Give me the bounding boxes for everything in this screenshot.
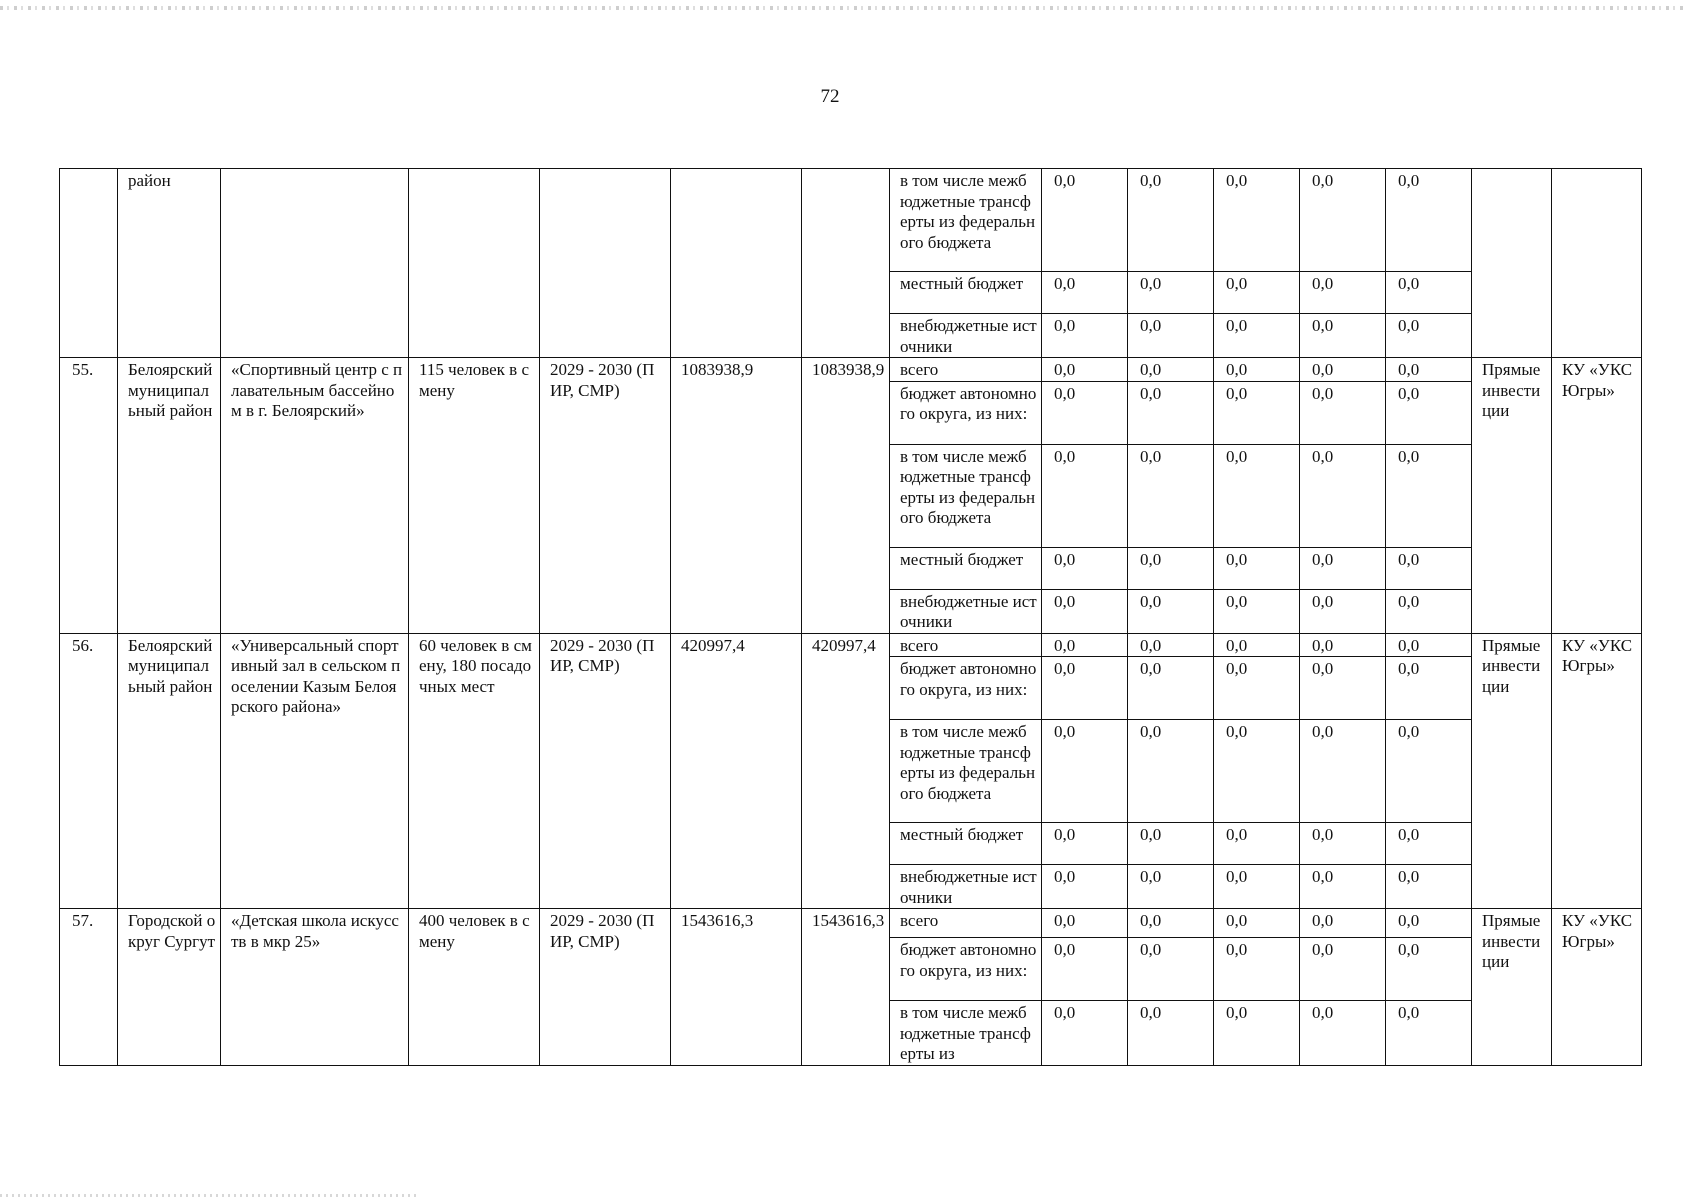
value-cell: 0,0	[1042, 547, 1128, 589]
value-cell: 0,0	[1042, 314, 1128, 358]
cost-cell: 1543616,3	[671, 909, 802, 1066]
value-cell: 0,0	[1386, 865, 1472, 909]
row-number-cell	[60, 169, 118, 358]
municipality-cell: Белоярский муниципальный район	[118, 358, 221, 634]
funding-label: местный бюджет	[890, 823, 1042, 865]
object-cell: «Спортивный центр с плавательным бассейном в г. Белоярский»	[221, 358, 409, 634]
value-cell: 0,0	[1300, 272, 1386, 314]
row-number-cell: 57.	[60, 909, 118, 1066]
municipality-cell: район	[118, 169, 221, 358]
funding-label: бюджет автономного округа, из них:	[890, 657, 1042, 720]
value-cell: 0,0	[1386, 633, 1472, 657]
value-cell: 0,0	[1386, 1001, 1472, 1066]
remaining-cell: 1083938,9	[802, 358, 890, 634]
funding-label: внебюджетные источники	[890, 314, 1042, 358]
value-cell: 0,0	[1214, 1001, 1300, 1066]
municipality-cell: Городской округ Сургут	[118, 909, 221, 1066]
value-cell: 0,0	[1128, 1001, 1214, 1066]
value-cell: 0,0	[1386, 720, 1472, 823]
value-cell: 0,0	[1300, 358, 1386, 382]
period-cell	[540, 169, 671, 358]
value-cell: 0,0	[1128, 720, 1214, 823]
period-cell: 2029 - 2030 (ПИР, СМР)	[540, 358, 671, 634]
cost-cell: 1083938,9	[671, 358, 802, 634]
value-cell: 0,0	[1214, 633, 1300, 657]
value-cell: 0,0	[1042, 865, 1128, 909]
value-cell: 0,0	[1300, 1001, 1386, 1066]
funding-label: местный бюджет	[890, 272, 1042, 314]
remaining-cell	[802, 169, 890, 358]
scan-edge-bottom	[0, 1194, 420, 1197]
period-cell: 2029 - 2030 (ПИР, СМР)	[540, 633, 671, 909]
municipality-cell: Белоярский муниципальный район	[118, 633, 221, 909]
value-cell: 0,0	[1386, 938, 1472, 1001]
value-cell: 0,0	[1300, 720, 1386, 823]
value-cell: 0,0	[1214, 169, 1300, 272]
value-cell: 0,0	[1042, 720, 1128, 823]
value-cell: 0,0	[1128, 938, 1214, 1001]
value-cell: 0,0	[1042, 589, 1128, 633]
value-cell: 0,0	[1386, 547, 1472, 589]
value-cell: 0,0	[1300, 381, 1386, 444]
funding-label: всего	[890, 909, 1042, 938]
object-cell: «Детская школа искусств в мкр 25»	[221, 909, 409, 1066]
table-row	[60, 358, 1642, 382]
remaining-cell: 1543616,3	[802, 909, 890, 1066]
value-cell: 0,0	[1042, 657, 1128, 720]
value-cell: 0,0	[1042, 358, 1128, 382]
value-cell: 0,0	[1042, 909, 1128, 938]
cost-cell: 420997,4	[671, 633, 802, 909]
customer-cell: КУ «УКС Югры»	[1552, 358, 1642, 634]
funding-label: всего	[890, 358, 1042, 382]
value-cell: 0,0	[1042, 381, 1128, 444]
value-cell: 0,0	[1214, 823, 1300, 865]
value-cell: 0,0	[1128, 381, 1214, 444]
value-cell: 0,0	[1042, 272, 1128, 314]
value-cell: 0,0	[1300, 938, 1386, 1001]
mechanism-cell: Прямые инвестиции	[1472, 909, 1552, 1066]
value-cell: 0,0	[1300, 314, 1386, 358]
value-cell: 0,0	[1128, 314, 1214, 358]
value-cell: 0,0	[1042, 444, 1128, 547]
value-cell: 0,0	[1214, 358, 1300, 382]
value-cell: 0,0	[1300, 169, 1386, 272]
funding-label: в том числе межбюджетные трансферты из федерального бюджета	[890, 720, 1042, 823]
investment-objects-table	[59, 168, 1642, 1066]
funding-label: в том числе межбюджетные трансферты из	[890, 1001, 1042, 1066]
funding-label: всего	[890, 633, 1042, 657]
value-cell: 0,0	[1386, 169, 1472, 272]
funding-label: бюджет автономного округа, из них:	[890, 381, 1042, 444]
value-cell: 0,0	[1300, 444, 1386, 547]
value-cell: 0,0	[1214, 865, 1300, 909]
customer-cell: КУ «УКС Югры»	[1552, 633, 1642, 909]
value-cell: 0,0	[1386, 589, 1472, 633]
value-cell: 0,0	[1386, 358, 1472, 382]
value-cell: 0,0	[1042, 169, 1128, 272]
mechanism-cell	[1472, 169, 1552, 358]
table-row	[60, 909, 1642, 938]
value-cell: 0,0	[1386, 444, 1472, 547]
capacity-cell: 115 человек в смену	[409, 358, 540, 634]
value-cell: 0,0	[1128, 169, 1214, 272]
value-cell: 0,0	[1128, 823, 1214, 865]
funding-label: внебюджетные источники	[890, 865, 1042, 909]
mechanism-cell: Прямые инвестиции	[1472, 358, 1552, 634]
value-cell: 0,0	[1214, 547, 1300, 589]
value-cell: 0,0	[1386, 909, 1472, 938]
remaining-cell: 420997,4	[802, 633, 890, 909]
value-cell: 0,0	[1128, 589, 1214, 633]
value-cell: 0,0	[1128, 272, 1214, 314]
period-cell: 2029 - 2030 (ПИР, СМР)	[540, 909, 671, 1066]
object-cell: «Универсальный спортивный зал в сельском поселении Казым Белоярского района»	[221, 633, 409, 909]
value-cell: 0,0	[1300, 909, 1386, 938]
funding-label: в том числе межбюджетные трансферты из федерального бюджета	[890, 444, 1042, 547]
value-cell: 0,0	[1386, 823, 1472, 865]
object-cell	[221, 169, 409, 358]
funding-label: внебюджетные источники	[890, 589, 1042, 633]
table-row	[60, 169, 1642, 272]
value-cell: 0,0	[1128, 633, 1214, 657]
table-row	[60, 633, 1642, 657]
capacity-cell	[409, 169, 540, 358]
value-cell: 0,0	[1128, 909, 1214, 938]
value-cell: 0,0	[1300, 865, 1386, 909]
value-cell: 0,0	[1128, 865, 1214, 909]
value-cell: 0,0	[1386, 272, 1472, 314]
value-cell: 0,0	[1300, 633, 1386, 657]
value-cell: 0,0	[1300, 547, 1386, 589]
customer-cell: КУ «УКС Югры»	[1552, 909, 1642, 1066]
value-cell: 0,0	[1042, 823, 1128, 865]
row-number-cell: 55.	[60, 358, 118, 634]
funding-label: местный бюджет	[890, 547, 1042, 589]
row-number-cell: 56.	[60, 633, 118, 909]
value-cell: 0,0	[1214, 272, 1300, 314]
value-cell: 0,0	[1214, 720, 1300, 823]
value-cell: 0,0	[1300, 657, 1386, 720]
value-cell: 0,0	[1214, 909, 1300, 938]
value-cell: 0,0	[1042, 1001, 1128, 1066]
value-cell: 0,0	[1214, 444, 1300, 547]
value-cell: 0,0	[1386, 314, 1472, 358]
funding-label: бюджет автономного округа, из них:	[890, 938, 1042, 1001]
capacity-cell: 60 человек в смену, 180 посадочных мест	[409, 633, 540, 909]
value-cell: 0,0	[1300, 823, 1386, 865]
value-cell: 0,0	[1214, 314, 1300, 358]
funding-label: в том числе межбюджетные трансферты из федерального бюджета	[890, 169, 1042, 272]
page-number: 72	[820, 86, 840, 107]
value-cell: 0,0	[1128, 444, 1214, 547]
value-cell: 0,0	[1042, 938, 1128, 1001]
cost-cell	[671, 169, 802, 358]
value-cell: 0,0	[1214, 589, 1300, 633]
value-cell: 0,0	[1214, 657, 1300, 720]
value-cell: 0,0	[1386, 381, 1472, 444]
capacity-cell: 400 человек в смену	[409, 909, 540, 1066]
customer-cell	[1552, 169, 1642, 358]
value-cell: 0,0	[1042, 633, 1128, 657]
value-cell: 0,0	[1214, 938, 1300, 1001]
value-cell: 0,0	[1128, 358, 1214, 382]
mechanism-cell: Прямые инвестиции	[1472, 633, 1552, 909]
value-cell: 0,0	[1386, 657, 1472, 720]
value-cell: 0,0	[1128, 547, 1214, 589]
value-cell: 0,0	[1214, 381, 1300, 444]
scan-edge-top	[0, 6, 1686, 10]
value-cell: 0,0	[1128, 657, 1214, 720]
value-cell: 0,0	[1300, 589, 1386, 633]
